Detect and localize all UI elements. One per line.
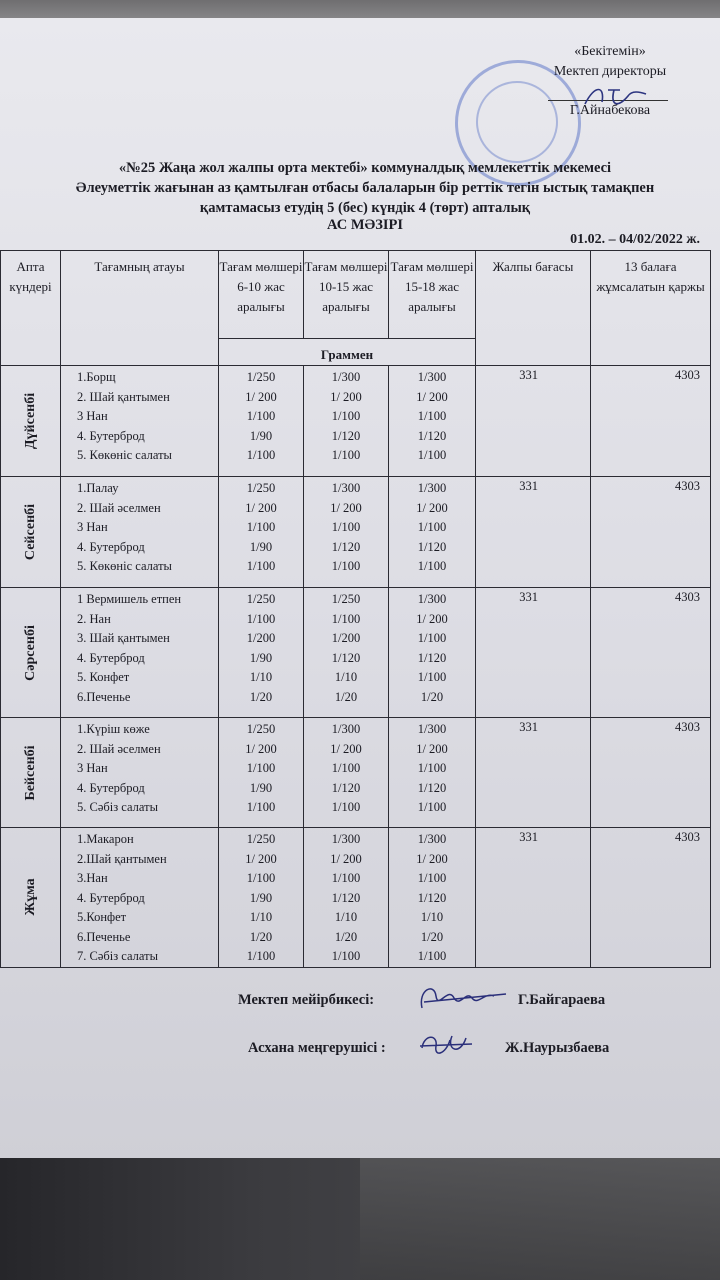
dish-item: 6.Печенье: [77, 689, 131, 704]
nurse-label: Мектеп мейірбикесі:: [238, 992, 375, 1008]
price-cell: 331: [476, 477, 591, 588]
qty-value: 1/100: [331, 800, 361, 814]
qty-value: 1/120: [417, 780, 447, 795]
dish-item: 5. Конфет: [77, 670, 130, 684]
qty-value: 1/100: [246, 448, 276, 462]
qty-value: 1/ 200: [245, 389, 277, 404]
qty-value: 1/100: [417, 871, 447, 885]
price-cell: 331: [476, 366, 591, 477]
qty-value: 1/300: [417, 370, 447, 384]
approval-position: Мектеп директоры: [553, 64, 667, 79]
qty-value: 1/300: [331, 722, 361, 736]
qty-value: 1/ 200: [416, 611, 448, 626]
qty-value: 1/20: [334, 929, 358, 944]
qty-value: 1/100: [246, 761, 276, 775]
qty-15-18: [389, 477, 476, 588]
qty-value: 1/100: [246, 949, 276, 963]
qty-value: 1/120: [331, 890, 361, 905]
qty-value: 1/20: [334, 689, 358, 704]
qty-value: 1/20: [420, 689, 444, 704]
qty-value: 1/250: [246, 832, 276, 846]
day-name: Бейсенбі: [22, 744, 38, 801]
qty-value: 1/100: [331, 448, 361, 462]
dish-item: 5. Көкөніс салаты: [77, 559, 172, 573]
day-name-cell: [1, 477, 61, 588]
total-cell: 4303: [591, 588, 711, 718]
dish-item: 3 Нан: [77, 409, 108, 423]
dish-item: 2. Шай қантымен: [77, 389, 170, 404]
qty-6-10: [219, 718, 304, 828]
dish-item: 3 Нан: [77, 520, 108, 534]
qty-value: 1/120: [417, 890, 447, 905]
qty-value: 1/300: [417, 832, 447, 846]
dish-item: 5. Сәбіз салаты: [77, 800, 158, 814]
dish-list: [61, 366, 219, 477]
dish-item: 1.Борщ: [77, 370, 116, 384]
qty-value: 1/ 200: [416, 500, 448, 515]
dish-item: 1.Күріш көже: [77, 722, 150, 736]
qty-value: 1/120: [331, 650, 361, 665]
qty-value: 1/ 200: [330, 389, 362, 404]
qty-6-10: [219, 588, 304, 718]
day-name: Дүйсенбі: [22, 392, 38, 450]
dish-item: 2.Шай қантымен: [77, 851, 167, 866]
dish-item: 4. Бутерброд: [77, 650, 145, 665]
qty-value: 1/120: [417, 428, 447, 443]
qty-value: 1/300: [417, 481, 447, 495]
qty-value: 1/120: [331, 539, 361, 554]
dish-item: 4. Бутерброд: [77, 890, 145, 905]
qty-value: 1/250: [246, 722, 276, 736]
qty-15-18: [389, 366, 476, 477]
qty-15-18: [389, 588, 476, 718]
price-cell: 331: [476, 718, 591, 828]
qty-value: 1/100: [417, 631, 447, 645]
cook-label: Асхана меңгерушісі :: [248, 1040, 386, 1056]
header-line-1: «№25 Жаңа жол жалпы орта мектебі» коммуналдық мемлекеттік мекемесі: [118, 160, 612, 176]
dish-item: 1 Вермишель етпен: [77, 592, 182, 606]
qty-value: 1/ 200: [330, 741, 362, 756]
dish-item: 1.Палау: [77, 481, 119, 495]
qty-value: 1/100: [417, 520, 447, 534]
day-row: [1, 366, 711, 477]
qty-15-18: [389, 718, 476, 828]
qty-value: 1/300: [331, 370, 361, 384]
price-cell: 331: [476, 588, 591, 718]
approval-signer: Г.Айнабекова: [569, 103, 651, 118]
qty-value: 1/100: [417, 800, 447, 814]
dish-item: 5. Көкөніс салаты: [77, 448, 172, 462]
qty-value: 1/ 200: [330, 851, 362, 866]
qty-value: 1/20: [249, 929, 273, 944]
qty-value: 1/ 200: [416, 851, 448, 866]
qty-value: 1/100: [417, 409, 447, 423]
day-name: Сейсенбі: [22, 503, 38, 561]
qty-value: 1/ 200: [245, 851, 277, 866]
col-header-price: Жалпы бағасы: [476, 251, 591, 366]
qty-value: 1/90: [249, 780, 273, 795]
dish-item: 4. Бутерброд: [77, 428, 145, 443]
qty-value: 1/100: [331, 871, 361, 885]
day-name-cell: [1, 366, 61, 477]
dish-item: 6.Печенье: [77, 929, 131, 944]
qty-value: 1/ 200: [245, 741, 277, 756]
qty-value: 1/20: [420, 929, 444, 944]
dish-item: 5.Конфет: [77, 910, 127, 924]
day-name: Жұма: [22, 878, 38, 916]
dish-item: 3. Шай қантымен: [77, 631, 170, 645]
approval-title: «Бекітемін»: [574, 44, 646, 59]
qty-value: 1/250: [331, 592, 361, 606]
qty-value: 1/120: [417, 539, 447, 554]
qty-value: 1/100: [417, 448, 447, 462]
qty-value: 1/10: [334, 670, 358, 684]
nurse-signature: [414, 980, 512, 1018]
qty-6-10: [219, 828, 304, 968]
qty-value: 1/100: [246, 871, 276, 885]
qty-value: 1/10: [334, 910, 358, 924]
qty-value: 1/250: [246, 370, 276, 384]
dish-list: [61, 718, 219, 828]
qty-value: 1/20: [249, 689, 273, 704]
qty-value: 1/100: [331, 949, 361, 963]
total-cell: 4303: [591, 366, 711, 477]
qty-value: 1/100: [331, 761, 361, 775]
qty-value: 1/100: [331, 520, 361, 534]
qty-value: 1/100: [417, 949, 447, 963]
day-name-cell: [1, 828, 61, 968]
qty-value: 1/90: [249, 650, 273, 665]
header-line-3: қамтамасыз етудің 5 (бес) күндік 4 (төрт) апталық: [199, 200, 531, 216]
dish-item: 2. Шай әселмен: [77, 500, 161, 515]
dish-item: 4. Бутерброд: [77, 539, 145, 554]
total-cell: 4303: [591, 477, 711, 588]
dish-item: 1.Макарон: [77, 832, 134, 846]
day-row: [1, 718, 711, 828]
dish-list: [61, 828, 219, 968]
qty-value: 1/250: [246, 481, 276, 495]
qty-value: 1/90: [249, 539, 273, 554]
price-cell: 331: [476, 828, 591, 968]
qty-6-10: [219, 366, 304, 477]
qty-value: 1/90: [249, 890, 273, 905]
qty-value: 1/100: [417, 670, 447, 684]
dish-item: 3 Нан: [77, 761, 108, 775]
qty-value: 1/200: [331, 631, 361, 645]
qty-10-15: [304, 718, 389, 828]
menu-table: [0, 250, 711, 968]
day-row: [1, 828, 711, 968]
qty-value: 1/10: [420, 910, 444, 924]
day-row: [1, 477, 711, 588]
qty-value: 1/ 200: [245, 500, 277, 515]
qty-value: 1/300: [331, 832, 361, 846]
col-header-total: 13 балаға жұмсалатын қаржы: [591, 251, 711, 366]
qty-6-10: [219, 477, 304, 588]
dish-item: 2. Нан: [77, 611, 111, 626]
dish-item: 2. Шай әселмен: [77, 741, 161, 756]
header-line-2: Әлеуметтік жағынан аз қамтылған отбасы балаларын бір реттік тегін ыстық тамақпен: [75, 180, 655, 196]
day-name-cell: [1, 588, 61, 718]
qty-value: 1/100: [417, 761, 447, 775]
director-signature: [580, 82, 650, 112]
dish-item: 7. Сәбіз салаты: [77, 949, 158, 963]
qty-10-15: [304, 828, 389, 968]
qty-value: 1/100: [246, 520, 276, 534]
dish-item: 4. Бутерброд: [77, 780, 145, 795]
col-header-q2: Тағам мөлшері 10-15 жас аралығы: [304, 251, 389, 339]
menu-body: [1, 366, 711, 968]
qty-10-15: [304, 366, 389, 477]
qty-value: 1/120: [331, 428, 361, 443]
qty-value: 1/10: [249, 670, 273, 684]
qty-value: 1/300: [417, 592, 447, 606]
grams-header: Граммен: [219, 339, 476, 366]
col-header-q1: Тағам мөлшері 6-10 жас аралығы: [219, 251, 304, 339]
qty-value: 1/120: [331, 780, 361, 795]
qty-10-15: [304, 477, 389, 588]
qty-10-15: [304, 588, 389, 718]
document-title: АС МӘЗІРІ: [326, 217, 404, 233]
day-row: [1, 588, 711, 718]
qty-15-18: [389, 828, 476, 968]
qty-value: 1/100: [246, 611, 276, 626]
qty-value: 1/100: [246, 800, 276, 814]
qty-value: 1/200: [246, 631, 276, 645]
qty-value: 1/90: [249, 428, 273, 443]
table-surface: [0, 1158, 720, 1280]
qty-value: 1/ 200: [416, 389, 448, 404]
nurse-name: Г.Байгараева: [518, 992, 606, 1008]
dish-list: [61, 588, 219, 718]
day-name: Сәрсенбі: [22, 624, 38, 681]
cook-name: Ж.Наурызбаева: [505, 1040, 610, 1056]
qty-value: 1/250: [246, 592, 276, 606]
col-header-q3: Тағам мөлшері 15-18 жас аралығы: [389, 251, 476, 339]
qty-value: 1/100: [417, 559, 447, 573]
total-cell: 4303: [591, 718, 711, 828]
qty-value: 1/ 200: [330, 500, 362, 515]
cook-signature: [416, 1028, 476, 1062]
qty-value: 1/100: [246, 409, 276, 423]
period-date: 01.02. – 04/02/2022 ж.: [570, 232, 700, 247]
dish-item: 3.Нан: [77, 871, 108, 885]
qty-value: 1/100: [246, 559, 276, 573]
dish-list: [61, 477, 219, 588]
qty-value: 1/100: [331, 409, 361, 423]
col-header-day: Апта күндері: [1, 251, 61, 366]
col-header-dish: Тағамның атауы: [61, 251, 219, 366]
total-cell: 4303: [591, 828, 711, 968]
qty-value: 1/100: [331, 611, 361, 626]
day-name-cell: [1, 718, 61, 828]
qty-value: 1/ 200: [416, 741, 448, 756]
qty-value: 1/100: [331, 559, 361, 573]
qty-value: 1/300: [331, 481, 361, 495]
qty-value: 1/10: [249, 910, 273, 924]
qty-value: 1/120: [417, 650, 447, 665]
qty-value: 1/300: [417, 722, 447, 736]
